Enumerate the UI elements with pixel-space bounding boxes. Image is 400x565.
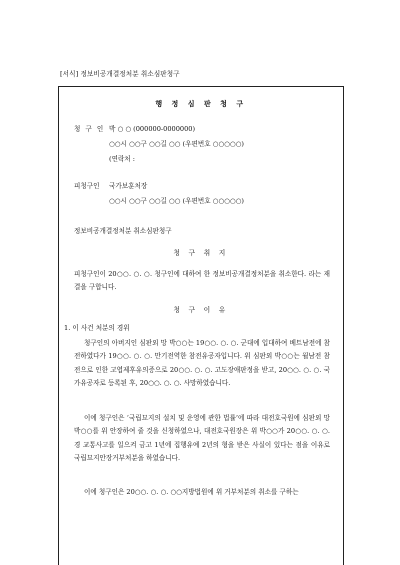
reasons-paragraph-1: 청구인의 아버지인 심판외 망 박○○는 19○○. ○. ○. 군대에 입대하여 베트남전에 참전하였다가 19○○. ○. ○. 만기전역한 참전유공자입니다. 위 심판외 박○○는 월남전 참전으로 인한 고엽제후유의증으로 20○○. ○. ○. 고도장애판정을 받고, 20○○. ○. ○. 국가유공자로 등록된 후, 20○○. ○. ○. 사망하였습니다. (74, 339, 330, 388)
document-box (58, 86, 344, 565)
reasons-paragraph-3: 이에 청구인은 20○○. ○. ○. ○○지방법원에 위 거부처분의 취소를 구하는 (84, 488, 299, 496)
respondent-address: ○○시 ○○구 ○○길 ○○ (우편번호 ○○○○○) (109, 197, 245, 205)
claimant-name: 박 ○ ○ (000000-0000000) (109, 125, 196, 133)
case-name: 정보비공개결정처분 취소심판청구 (74, 227, 172, 235)
reasons-subheading: 1. 이 사건 처분의 경위 (64, 324, 130, 332)
claimant-contact: (연락처 : (109, 155, 135, 163)
document-title: 행 정 심 판 청 구 (155, 99, 247, 108)
reasons-paragraph-2: 이에 청구인은 ‘국립묘지의 설치 및 운영에 관한 법률’에 따라 대전호국원에 심판외 망 박○○를 위 안장하여 줄 것을 신청하였으나, 대전호국원장은 위 박○○가 20○○. ○. ○.경 교통사고를 일으켜 금고 1년에 집행유예 2년의 형을 받은 사실이 있다는 점을 이유로 국립묘지안장거부처분을 하였습니다. (74, 414, 330, 463)
reasons-heading: 청 구 이 유 (173, 306, 229, 314)
form-label: [서식] 정보비공개결정처분 취소심판청구 (60, 70, 180, 78)
respondent-label: 피청구인 (74, 182, 100, 190)
respondent-name: 국가보훈처장 (109, 182, 148, 190)
purpose-text: 피청구인이 20○○. ○. ○. 청구인에 대하여 한 정보비공개결정처분을 취소한다. 라는 재결을 구합니다. (74, 270, 330, 292)
purpose-heading: 청 구 취 지 (173, 249, 229, 257)
claimant-address: ○○시 ○○구 ○○길 ○○ (우편번호 ○○○○○) (109, 140, 245, 148)
claimant-label: 청 구 인 (74, 125, 105, 133)
